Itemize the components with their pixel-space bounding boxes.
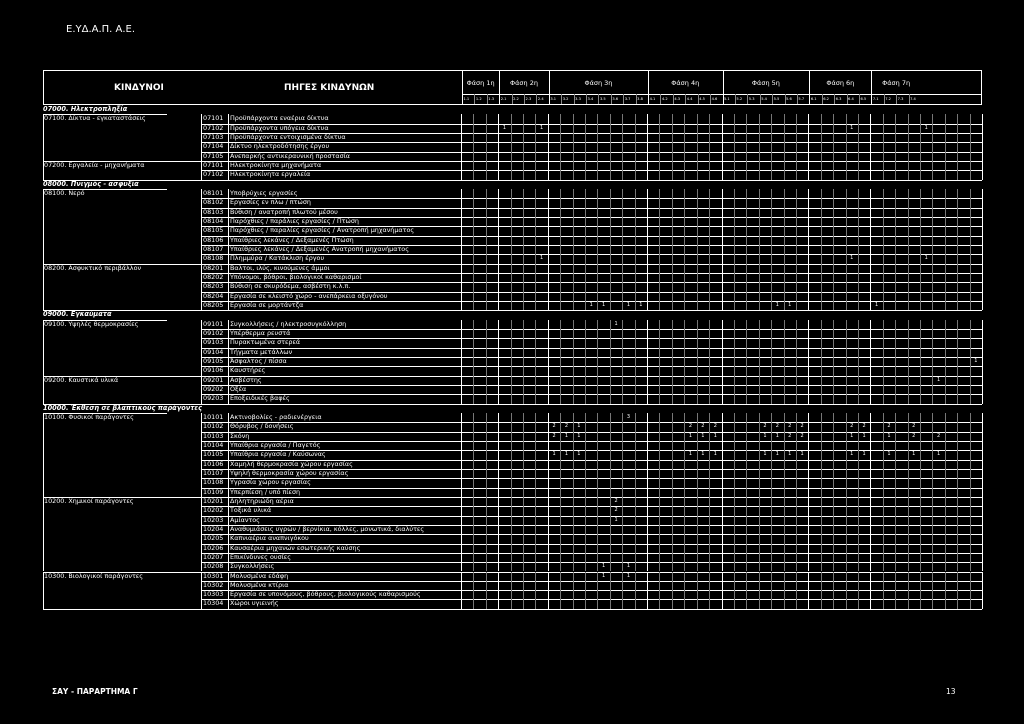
source-code: 09104: [203, 347, 224, 356]
phase-mark: 1: [887, 451, 891, 458]
source-description: Ακτινοβολίες - ραδιενέργεια: [230, 412, 322, 421]
source-code: 10204: [203, 524, 224, 533]
source-code: 09106: [203, 366, 224, 375]
source-code: 08202: [203, 272, 224, 281]
subphase-label: 3.4: [587, 97, 594, 101]
source-description: Πλημμύρα / Κατάκλιση έργου: [230, 254, 325, 263]
phase-header: Φάση 1η: [466, 79, 495, 87]
source-description: Συγκολλήσεις: [230, 562, 275, 571]
source-description: Παρόχθιες / παραλίες εργασίες / Ανατροπή μηχανήματος: [230, 226, 415, 235]
source-code: 09101: [203, 319, 224, 328]
phase-mark: 1: [540, 255, 544, 262]
source-code: 10208: [203, 562, 224, 571]
phase-mark: 2: [763, 423, 767, 430]
source-description: Προϋπάρχοντα εναέρια δίκτυα: [230, 114, 329, 123]
source-code: 08101: [203, 188, 224, 197]
source-code: 07101: [203, 160, 224, 169]
source-code: 07102: [203, 170, 224, 179]
subphase-label: 6.1: [810, 97, 817, 101]
subphase-label: 2.1: [500, 97, 507, 101]
source-description: Μολυσμένα εδάφη: [230, 571, 289, 580]
source-description: Βύθιση / ανατροπή πλωτού μέσου: [230, 207, 338, 216]
phase-mark: 1: [602, 572, 606, 579]
source-code: 09102: [203, 328, 224, 337]
subphase-label: 3.8: [637, 97, 643, 101]
phase-mark: 2: [862, 423, 866, 430]
phase-mark: 2: [912, 432, 916, 439]
source-description: Υπαίθριες λεκάνες / Δεξαμενές Πτώση: [230, 235, 354, 244]
source-description: Εργασία σε υπονόμους, βόθρους, βιολογικούς καθαρισμούς: [230, 590, 421, 599]
source-description: Βαλτοι, ιλύς, κινούμενες άμμοι: [230, 263, 330, 272]
source-description: Υπέρθερμα ρευστά: [230, 328, 291, 337]
phase-mark: 1: [564, 451, 569, 458]
subphase-label: 5.3: [748, 97, 755, 101]
hazard-group: 07100. Δίκτυα - εγκαταστάσεις: [44, 114, 146, 123]
hazard-group: 09100. Υψηλές θερμοκρασίες: [44, 319, 139, 328]
phase-header: Φάση 4η: [671, 79, 700, 87]
source-description: Χαμηλή θερμοκρασία χώρου εργασίας: [230, 459, 353, 468]
footer-annex: ΣΑΥ - ΠΑΡΑΡΤΗΜΑ Γ: [52, 687, 138, 696]
subphase-label: 4.2: [661, 97, 668, 101]
phase-mark: 2: [701, 423, 705, 430]
phase-mark: 1: [540, 124, 544, 131]
source-code: 08106: [203, 235, 224, 244]
source-code: 07101: [203, 114, 224, 123]
source-description: Εργασία σε μορτάντζα: [230, 300, 304, 309]
source-description: Προϋπάρχοντα υπόγεια δίκτυα: [230, 123, 329, 132]
source-description: Επικίνδυνες ουσίες: [230, 552, 291, 561]
source-description: Τήγματα μετάλλων: [230, 347, 293, 356]
source-code: 10105: [203, 450, 224, 459]
section-title: 08000. Πνιγμός - ασφυξία: [43, 179, 139, 188]
source-code: 10301: [203, 571, 224, 580]
source-code: 10201: [203, 496, 224, 505]
source-code: 10205: [203, 534, 224, 543]
source-description: Άσφαλτος / πίσσα: [230, 356, 287, 365]
phase-mark: 2: [800, 423, 804, 430]
source-description: Υποβρύχιες εργασίες: [230, 188, 298, 197]
phase-mark: 1: [974, 357, 978, 364]
subphase-label: 6.5: [860, 97, 867, 101]
source-code: 10107: [203, 468, 224, 477]
phase-mark: 2: [788, 423, 792, 430]
subphase-label: 2.3: [525, 97, 532, 101]
phase-mark: 1: [713, 451, 717, 458]
phase-header: Φάση 5η: [751, 79, 780, 87]
phase-mark: 1: [614, 516, 618, 523]
source-code: 10101: [203, 412, 224, 421]
source-description: Βύθιση σε σκυρόδεμα, ασβέστη κ.λ.π.: [230, 282, 351, 291]
subphase-label: 4.1: [649, 97, 656, 101]
subphase-label: 4.3: [674, 97, 681, 101]
hazard-group: 08100. Νερό: [44, 188, 85, 197]
source-description: Υπόνομοι, βόθροι, βιολογικοί καθαρισμοί: [230, 272, 362, 281]
phase-mark: 1: [800, 451, 804, 458]
source-description: Ηλεκτροκίνητα μηχανήματα: [230, 160, 322, 169]
phase-mark: 3: [626, 413, 631, 420]
phase-mark: 1: [701, 451, 705, 458]
source-description: Χώροι υγιεινής: [230, 599, 279, 608]
subphase-label: 3.6: [612, 97, 619, 101]
source-description: Πυρακτωμένα στερεά: [230, 338, 301, 347]
subphase-label: 5.4: [761, 97, 767, 101]
source-description: Θόρυβος / δονήσεις: [230, 422, 294, 431]
phase-mark: 1: [850, 255, 854, 262]
col-header-sources: ΠΗΓΕΣ ΚΙΝΔΥΝΩΝ: [284, 83, 375, 93]
phase-mark: 2: [775, 423, 779, 430]
col-header-risks: ΚΙΝΔΥΝΟΙ: [114, 83, 164, 93]
source-code: 07103: [203, 132, 224, 141]
phase-header: Φάση 3η: [584, 79, 613, 87]
subphase-label: 6.4: [848, 97, 854, 101]
source-code: 08104: [203, 216, 224, 225]
footer-page-number: 13: [946, 687, 956, 696]
subphase-label: 7.3: [897, 97, 904, 101]
phase-mark: 1: [564, 432, 569, 439]
phase-mark: 1: [936, 376, 941, 383]
phase-mark: 1: [775, 451, 779, 458]
phase-mark: 2: [788, 432, 792, 439]
subphase-label: 6.2: [823, 97, 829, 101]
source-description: Εργασία σε κλειστό χώρο - ανεπάρκεια οξυγόνου: [230, 291, 388, 300]
phase-mark: 1: [552, 451, 556, 458]
source-description: Καπνιαέρια αναπνιγόκου: [230, 534, 309, 543]
source-code: 07105: [203, 151, 224, 160]
phase-mark: 2: [564, 423, 569, 430]
phase-mark: 1: [788, 451, 792, 458]
subphase-label: 7.1: [872, 97, 879, 101]
source-description: Υγρασία χώρου εργασίας: [230, 478, 311, 487]
source-code: 10207: [203, 552, 224, 561]
source-code: 08108: [203, 254, 224, 263]
source-code: 09105: [203, 356, 224, 365]
phase-mark: 2: [713, 423, 717, 430]
phase-mark: 2: [552, 423, 556, 430]
source-code: 10302: [203, 580, 224, 589]
source-code: 10202: [203, 506, 224, 515]
source-description: Μολυσμένα κτίρια: [230, 580, 289, 589]
org-name: Ε.ΥΔ.Α.Π. Α.Ε.: [66, 24, 136, 35]
phase-mark: 1: [502, 124, 506, 131]
source-description: Αμίαντος: [230, 515, 260, 524]
source-code: 09203: [203, 394, 224, 403]
phase-mark: 1: [936, 451, 941, 458]
subphase-label: 3.5: [599, 97, 606, 101]
phase-mark: 1: [775, 432, 779, 439]
phase-mark: 1: [639, 301, 643, 308]
source-description: Υψηλή θερμοκρασία χώρου εργασίας: [230, 468, 349, 477]
phase-mark: 2: [614, 497, 618, 504]
subphase-label: 1.1: [463, 97, 470, 101]
phase-mark: 1: [862, 432, 866, 439]
hazard-group: 10200. Χημικοί παράγοντες: [44, 496, 134, 505]
source-code: 09103: [203, 338, 224, 347]
phase-mark: 2: [936, 432, 941, 439]
subphase-label: 5.5: [773, 97, 780, 101]
source-code: 10102: [203, 422, 224, 431]
subphase-label: 3.1: [550, 97, 557, 101]
phase-mark: 2: [688, 423, 693, 430]
source-code: 10203: [203, 515, 224, 524]
phase-mark: 1: [763, 432, 767, 439]
phase-mark: 1: [614, 320, 618, 327]
subphase-label: 6.3: [835, 97, 842, 101]
phase-mark: 1: [577, 451, 581, 458]
source-code: 08201: [203, 263, 224, 272]
source-code: 08203: [203, 282, 224, 291]
phase-header: Φάση 2η: [510, 79, 538, 87]
phase-mark: 1: [775, 301, 779, 308]
subphase-label: 3.2: [562, 97, 569, 101]
phase-mark: 1: [626, 563, 631, 570]
subphase-label: 4.5: [699, 97, 705, 101]
phase-mark: 1: [602, 301, 606, 308]
source-code: 10304: [203, 599, 224, 608]
phase-mark: 1: [688, 432, 693, 439]
phase-mark: 1: [862, 451, 866, 458]
phase-mark: 2: [850, 423, 854, 430]
subphase-label: 5.6: [786, 97, 792, 101]
source-code: 09201: [203, 375, 224, 384]
source-code: 08103: [203, 207, 224, 216]
source-code: 07102: [203, 123, 224, 132]
source-description: Υπαίθρια εργασία / Καύσωνας: [230, 450, 326, 459]
phase-mark: 1: [577, 432, 581, 439]
source-code: 08204: [203, 291, 224, 300]
source-description: Ασβέστης: [230, 375, 262, 384]
phase-mark: 1: [788, 301, 792, 308]
hazard-group: 10100. Φυσικοί παράγοντες: [44, 412, 134, 421]
phase-mark: 2: [614, 507, 618, 514]
source-description: Αναθυμιάσεις υγρών / βερνίκια, κόλλες, μονωτικά, διαλύτες: [230, 524, 425, 533]
phase-mark: 1: [626, 301, 631, 308]
subphase-label: 7.2: [885, 97, 891, 101]
subphase-label: 5.7: [798, 97, 805, 101]
phase-mark: 1: [589, 301, 593, 308]
source-code: 10206: [203, 543, 224, 552]
phase-mark: 2: [912, 423, 916, 430]
subphase-label: 3.3: [575, 97, 581, 101]
phase-mark: 1: [713, 432, 717, 439]
phase-mark: 2: [800, 432, 804, 439]
source-description: Παρόχθιες / παράλιες εργασίες / Πτώση: [230, 216, 359, 225]
source-code: 10109: [203, 487, 224, 496]
source-description: Εποξειδικές βαφές: [230, 394, 290, 403]
phase-mark: 1: [924, 124, 928, 131]
source-code: 08107: [203, 244, 224, 253]
phase-mark: 1: [924, 255, 928, 262]
source-description: Συγκολλήσεις / ηλεκτροσυγκόλληση: [230, 319, 347, 328]
section-title: 07000. Ηλεκτροπληξία: [43, 105, 128, 113]
source-code: 07104: [203, 142, 224, 151]
phase-mark: 2: [552, 432, 556, 439]
source-description: Ηλεκτροκίνητα εργαλεία: [230, 170, 311, 179]
source-code: 09202: [203, 384, 224, 393]
subphase-label: 2.2: [513, 97, 519, 101]
phase-mark: 1: [850, 124, 854, 131]
source-description: Υπερπίεση / υπό πίεση: [230, 487, 301, 496]
source-code: 10108: [203, 478, 224, 487]
hazard-group: 07200. Εργαλεία - μηχανήματα: [44, 160, 145, 169]
phase-mark: 1: [701, 432, 705, 439]
source-code: 10303: [203, 590, 224, 599]
section-title: 09000. Εγκαύματα: [43, 310, 112, 319]
phase-header: Φάση 6η: [826, 79, 855, 87]
subphase-label: 5.2: [736, 97, 743, 101]
subphase-label: 4.4: [686, 97, 693, 101]
source-description: Εργασίες εν πλω / πτώση: [230, 198, 311, 207]
phase-mark: 1: [626, 572, 631, 579]
phase-mark: 1: [874, 301, 879, 308]
source-description: Καυσαέρια μηχανών εσωτερικής καύσης: [230, 543, 361, 552]
hazard-group: 10300. Βιολογικοί παράγοντες: [44, 571, 143, 580]
phase-header: Φάση 7η: [882, 79, 911, 87]
subphase-label: 2.4: [537, 97, 544, 101]
phase-mark: 1: [688, 451, 693, 458]
source-description: Καυστήρες: [230, 366, 266, 375]
hazard-group: 08200. Ασφυκτικό περιβάλλον: [44, 263, 142, 272]
subphase-label: 3.7: [624, 97, 631, 101]
phase-mark: 1: [912, 451, 916, 458]
phase-mark: 1: [850, 451, 854, 458]
source-description: Τοξικά υλικά: [230, 506, 272, 515]
source-code: 08105: [203, 226, 224, 235]
phase-mark: 1: [887, 432, 891, 439]
subphase-label: 4.6: [711, 97, 718, 101]
phase-mark: 1: [763, 451, 767, 458]
source-code: 10104: [203, 440, 224, 449]
source-description: Οξέα: [230, 384, 247, 393]
source-description: Προϋπάρχοντα εντοιχισμένα δίκτυα: [230, 132, 346, 141]
source-code: 08205: [203, 300, 224, 309]
source-description: Ανεπαρκής αντικεραυνική προστασία: [230, 151, 351, 160]
subphase-label: 1.3: [488, 97, 495, 101]
phase-mark: 2: [887, 423, 891, 430]
table-header: [43, 70, 982, 105]
source-description: Υπαίθριες λεκάνες / Δεξαμενές Ανατροπή μηχανήματος: [230, 244, 409, 253]
source-description: Σκόνη: [230, 431, 250, 440]
source-code: 10106: [203, 459, 224, 468]
source-description: Υπαίθρια εργασία / Παγετός: [230, 440, 321, 449]
section-title: 10000. Έκθεση σε βλαπτικούς παράγοντες: [43, 403, 203, 412]
phase-mark: 1: [850, 432, 854, 439]
subphase-label: 1.2: [475, 97, 482, 101]
subphase-label: 7.4: [910, 97, 916, 101]
source-description: Δίκτυο ηλεκτροδότησης έργου: [230, 142, 330, 151]
source-description: Δηλητηριώδη αέρια: [230, 496, 294, 505]
source-code: 10103: [203, 431, 224, 440]
hazard-group: 09200. Καυστικά υλικά: [44, 375, 119, 384]
subphase-label: 5.1: [724, 97, 730, 101]
phase-mark: 1: [602, 563, 606, 570]
phase-mark: 1: [577, 423, 581, 430]
source-code: 08102: [203, 198, 224, 207]
